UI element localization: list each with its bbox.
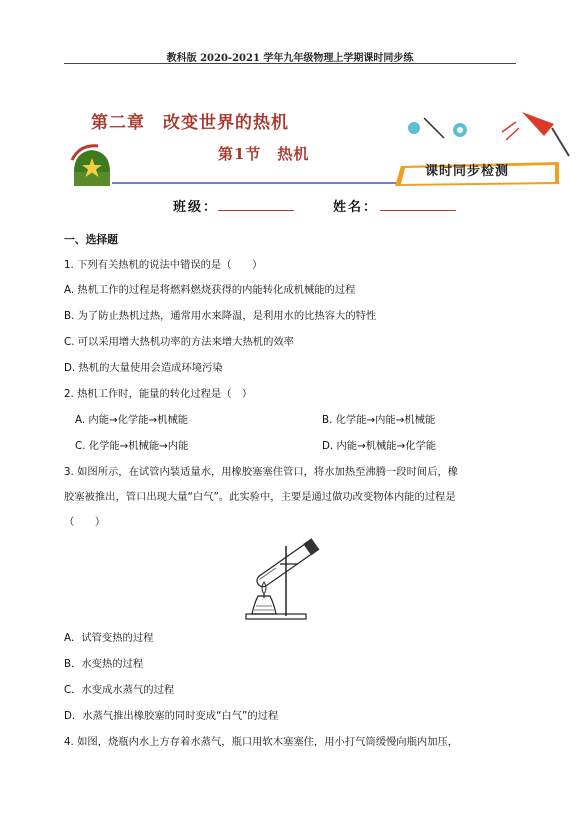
question-3-option-b: B．水变热的过程 [64,658,144,670]
section-title: 第1节 热机 [218,145,310,163]
badge-text: 课时同步检测 [425,164,510,179]
section-heading: 一、选择题 [64,233,118,246]
name-field[interactable] [380,210,456,211]
question-3-option-a: A．试管变热的过程 [64,632,154,644]
question-2-option-a: A. 内能→化学能→机械能 [75,414,189,426]
question-1-option-d: D. 热机的大量使用会造成环境污染 [64,362,223,374]
question-3-stem-line-3: （ ） [64,516,106,528]
name-label: 姓名： [333,200,379,215]
question-1-option-b: B. 为了防止热机过热，通常用水来降温，是利用水的比热容大的特性 [64,310,377,322]
banner-rule [112,182,404,184]
question-3-stem-line-1: 3. 如图所示，在试管内装适量水，用橡胶塞塞住管口，将水加热至沸腾一段时间后，橡 [64,466,459,478]
question-1-option-c: C. 可以采用增大热机功率的方法来增大热机的效率 [64,336,294,348]
header-rule [64,63,516,64]
question-1-stem: 1. 下列有关热机的说法中错误的是（ ） [64,259,263,271]
question-3-option-d: D．水蒸气推出橡胶塞的同时变成“白气”的过程 [64,710,279,722]
test-tube-apparatus-illustration [240,530,340,622]
class-field[interactable] [218,210,294,211]
chapter-title: 第二章 改变世界的热机 [91,113,289,133]
lamp-decoration-icon [404,108,574,163]
question-2-stem: 2. 热机工作时，能量的转化过程是（ ） [64,388,253,400]
question-2-option-b: B. 化学能→内能→机械能 [322,414,436,426]
emblem-icon [64,142,114,186]
question-4-stem: 4. 如图，烧瓶内水上方存着水蒸气，瓶口用软木塞塞住，用小打气筒缓慢向瓶内加压， [64,736,459,748]
question-2-option-c: C. 化学能→机械能→内能 [75,440,189,452]
class-label: 班级： [173,200,219,215]
question-3-stem-line-2: 胶塞被推出，管口出现大量“白气”。此实验中，主要是通过做功改变物体内能的过程是 [64,491,456,503]
question-3-option-c: C．水变成水蒸气的过程 [64,684,175,696]
page-header: 教科版 2020-2021 学年九年级物理上学期课时同步练 [166,53,414,64]
question-1-option-a: A. 热机工作的过程是将燃料燃烧获得的内能转化成机械能的过程 [64,284,356,296]
question-2-option-d: D. 内能→机械能→化学能 [322,440,437,452]
